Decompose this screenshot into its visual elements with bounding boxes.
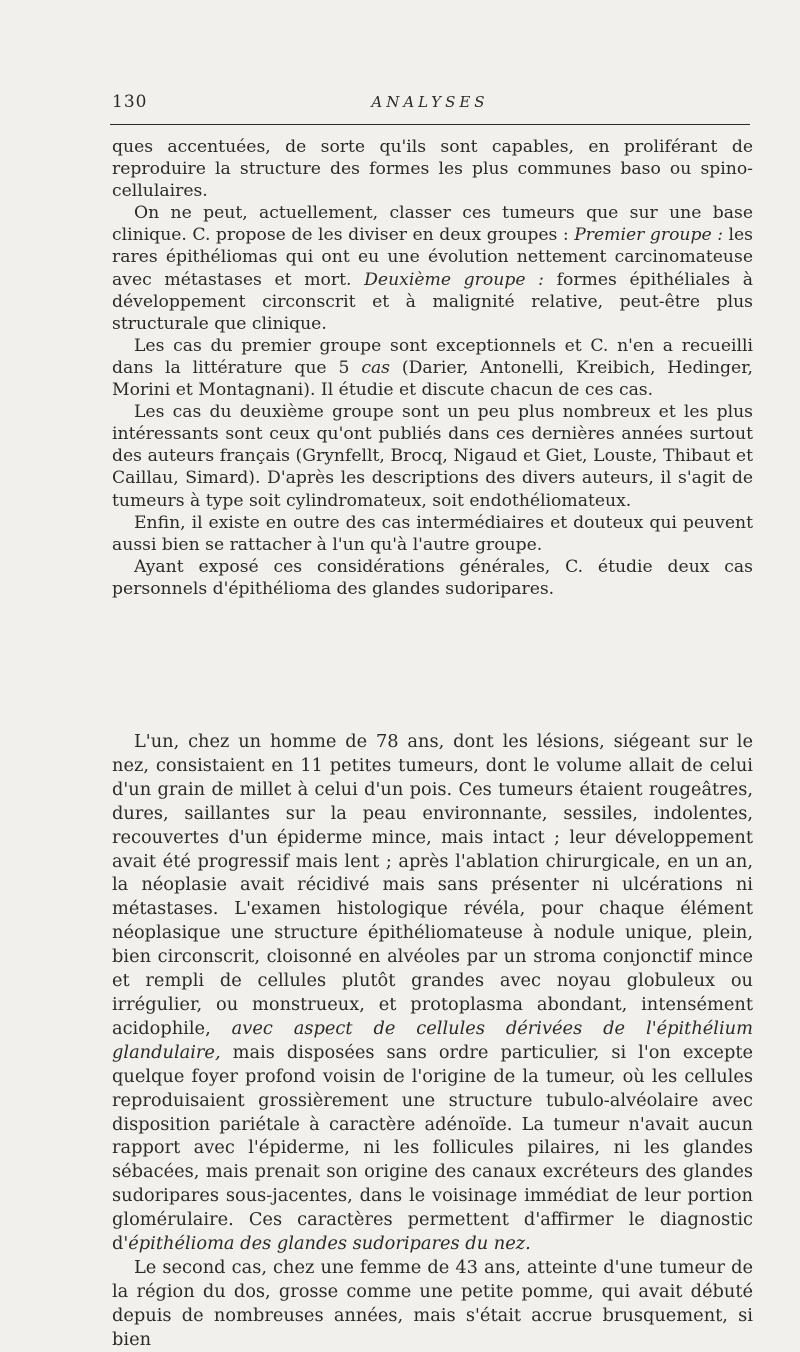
italic-text: avec aspect de cellules dérivées de l'épithélium glandulaire, bbox=[112, 1017, 753, 1063]
paragraph bbox=[112, 730, 753, 1256]
text-segment: formes épithéliales à développement circonscrit et à malignité relative, peut-être plus structurale que clinique. bbox=[112, 269, 753, 334]
italic-text: épithélioma des glandes sudoripares du nez. bbox=[128, 1233, 531, 1255]
italic-text: cas bbox=[361, 357, 391, 378]
text-segment: On ne peut, actuellement, classer ces tumeurs que sur une base clinique. C. propose de les diviser en deux groupes : bbox=[112, 203, 753, 246]
text-segment: Ayant exposé ces considérations générales, C. étudie deux cas personnels d'épithélioma des glandes sudoripares. bbox=[112, 556, 753, 599]
text-body-lower bbox=[112, 730, 753, 1352]
paragraph bbox=[112, 1256, 753, 1352]
page-header bbox=[110, 90, 750, 125]
italic-text: Deuxième groupe : bbox=[364, 269, 544, 290]
paragraph bbox=[112, 202, 753, 335]
text-segment: Les cas du deuxième groupe sont un peu plus nombreux et les plus intéressants sont ceux qu'ont publiés dans ces dernières années surtout des auteurs français (Grynfellt, Brocq, Nigaud et Giet, Louste, Thibaut et Caillau, Simard). D'après les descriptions des divers auteurs, il s'agit de tumeurs à type soit cylindromateux, soit endothéliomateux. bbox=[112, 402, 753, 511]
paragraph bbox=[112, 401, 753, 511]
text-segment: les rares épithéliomas qui ont eu une évolution nettement carcinomateuse avec métastases et mort. bbox=[112, 225, 753, 290]
running-title: ANALYSES bbox=[371, 93, 489, 111]
text-segment: L'un, chez un homme de 78 ans, dont les lésions, siégeant sur le nez, consistaient en 11 petites tumeurs, dont le volume allait de celui d'un grain de millet à celui d'un pois. Ces tumeurs étaient rougeâtres, dures, saillantes sur la peau environnante, sessiles, indolentes, recouvertes d'un épiderme mince, mais intact ; leur développement avait été progressif mais lent ; après l'ablation chirurgicale, en un an, la néoplasie avait récidivé mais sans présenter ni ulcérations ni métastases. L'examen histologique révéla, pour chaque élément néoplasique une structure épithéliomateuse à nodule unique, plein, bien circonscrit, cloisonné en alvéoles par un stroma conjonctif mince et rempli de cellules plutôt grandes avec noyau globuleux ou irrégulier, ou monstrueux, et protoplasma abondant, intensément acidophile, bbox=[112, 731, 753, 1039]
page-number: 130 bbox=[112, 92, 148, 112]
paragraph bbox=[112, 556, 753, 600]
text-segment: Les cas du premier groupe sont exceptionnels et C. n'en a recueilli dans la littérature que 5 bbox=[112, 335, 753, 378]
italic-text: Premier groupe : bbox=[574, 225, 723, 246]
text-segment: Enfin, il existe en outre des cas intermédiaires et douteux qui peuvent aussi bien se rattacher à l'un qu'à l'autre groupe. bbox=[112, 512, 753, 555]
paragraph bbox=[112, 335, 753, 401]
text-segment: ques accentuées, de sorte qu'ils sont capables, en proliférant de reproduire la structure des formes les plus communes baso ou spino-cellulaires. bbox=[112, 137, 753, 202]
paragraph bbox=[112, 512, 753, 556]
text-body-upper bbox=[112, 136, 753, 600]
text-segment: (Darier, Antonelli, Kreibich, Hedinger, Morini et Montagnani). Il étudie et discute chacun de ces cas. bbox=[112, 357, 753, 401]
paragraph bbox=[112, 136, 753, 202]
text-segment: Le second cas, chez une femme de 43 ans, atteinte d'une tumeur de la région du dos, grosse comme une petite pomme, qui avait débuté depuis de nombreuses années, mais s'était accrue brusquement, si bien bbox=[112, 1256, 753, 1350]
text-segment: mais disposées sans ordre particulier, si l'on excepte quelque foyer profond voisin de l'origine de la tumeur, où les cellules reproduisaient grossièrement une structure tubulo-alvéolaire avec disposition pariétale à caractère adénoïde. La tumeur n'avait aucun rapport avec l'épiderme, ni les follicules pilaires, ni les glandes sébacées, mais prenait son origine des canaux excréteurs des glandes sudoripares sous-jacentes, dans le voisinage immédiat de leur portion glomérulaire. Ces caractères permettent d'affirmer le diagnostic d' bbox=[112, 1041, 753, 1255]
